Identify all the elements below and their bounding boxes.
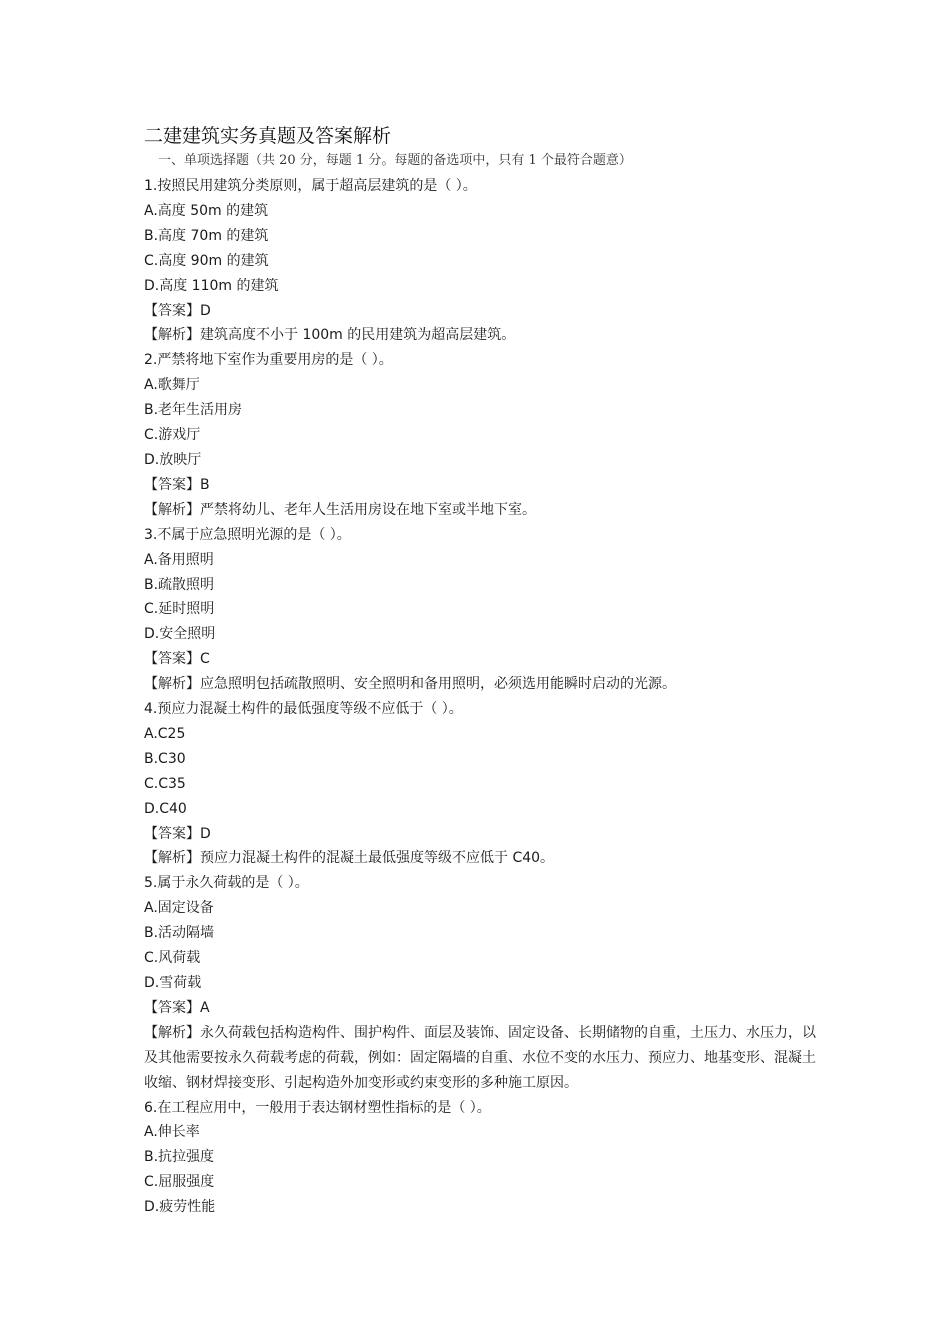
option-a: A.C25 bbox=[144, 725, 186, 742]
answer: 【答案】D bbox=[144, 302, 211, 319]
option-d: D.放映厅 bbox=[144, 451, 202, 468]
question-stem: 3.不属于应急照明光源的是（ ）。 bbox=[144, 526, 351, 543]
analysis: 【解析】预应力混凝土构件的混凝土最低强度等级不应低于 C40。 bbox=[144, 850, 555, 867]
option-b: B.活动隔墙 bbox=[144, 925, 215, 942]
document-page bbox=[144, 122, 816, 1220]
option-d: D.高度 110m 的建筑 bbox=[144, 277, 279, 294]
question-stem: 6.在工程应用中，一般用于表达钢材塑性指标的是（ ）。 bbox=[144, 1099, 491, 1116]
option-c: C.C35 bbox=[144, 775, 186, 792]
option-b: B.C30 bbox=[144, 750, 186, 767]
analysis: 【解析】建筑高度不小于 100m 的民用建筑为超高层建筑。 bbox=[144, 327, 516, 344]
option-c: C.延时照明 bbox=[144, 601, 215, 618]
option-a: A.伸长率 bbox=[144, 1124, 200, 1141]
document-title: 二建建筑实务真题及答案解析 bbox=[144, 125, 392, 147]
option-c: C.风荷载 bbox=[144, 950, 201, 967]
option-d: D.疲劳性能 bbox=[144, 1199, 216, 1216]
option-a: A.固定设备 bbox=[144, 900, 214, 917]
question-stem: 5.属于永久荷载的是（ ）。 bbox=[144, 875, 309, 892]
question-1 bbox=[144, 174, 816, 348]
answer: 【答案】B bbox=[144, 476, 210, 493]
option-d: D.雪荷载 bbox=[144, 975, 202, 991]
analysis: 【解析】严禁将幼儿、老年人生活用房设在地下室或半地下室。 bbox=[144, 501, 536, 518]
option-c: C.游戏厅 bbox=[144, 427, 201, 444]
question-6 bbox=[144, 1096, 816, 1221]
option-a: A.歌舞厅 bbox=[144, 377, 200, 394]
question-stem: 2.严禁将地下室作为重要用房的是（ ）。 bbox=[144, 352, 393, 369]
answer: 【答案】C bbox=[144, 651, 210, 668]
question-3 bbox=[144, 523, 816, 697]
question-5 bbox=[144, 871, 816, 1095]
answer: 【答案】D bbox=[144, 825, 211, 842]
section-heading: 一、单项选择题（共 20 分，每题 1 分。每题的备选项中，只有 1 个最符合题意） bbox=[158, 153, 632, 168]
question-stem: 1.按照民用建筑分类原则，属于超高层建筑的是（ ）。 bbox=[144, 178, 477, 194]
question-stem: 4.预应力混凝土构件的最低强度等级不应低于（ ）。 bbox=[144, 701, 463, 718]
question-2 bbox=[144, 348, 816, 522]
option-c: C.屈服强度 bbox=[144, 1174, 215, 1191]
option-b: B.疏散照明 bbox=[144, 576, 215, 593]
option-b: B.老年生活用房 bbox=[144, 402, 243, 419]
option-d: D.安全照明 bbox=[144, 626, 216, 643]
option-b: B.抗拉强度 bbox=[144, 1149, 215, 1166]
option-c: C.高度 90m 的建筑 bbox=[144, 252, 269, 269]
analysis: 【解析】应急照明包括疏散照明、安全照明和备用照明，必须选用能瞬时启动的光源。 bbox=[144, 676, 676, 693]
option-a: A.高度 50m 的建筑 bbox=[144, 202, 269, 219]
answer: 【答案】A bbox=[144, 999, 210, 1016]
question-4 bbox=[144, 697, 816, 871]
option-d: D.C40 bbox=[144, 800, 187, 817]
option-b: B.高度 70m 的建筑 bbox=[144, 227, 269, 244]
option-a: A.备用照明 bbox=[144, 551, 214, 568]
analysis: 【解析】永久荷载包括构造构件、围护构件、面层及装饰、固定设备、长期储物的自重，土压力、水压力，以及其他需要按永久荷载考虑的荷载，例如：固定隔墙的自重、水位不变的水压力、预应力、地基变形、混凝土收缩、钢材焊接变形、引起构造外加变形或约束变形的多种施工原因。 bbox=[144, 1024, 816, 1091]
